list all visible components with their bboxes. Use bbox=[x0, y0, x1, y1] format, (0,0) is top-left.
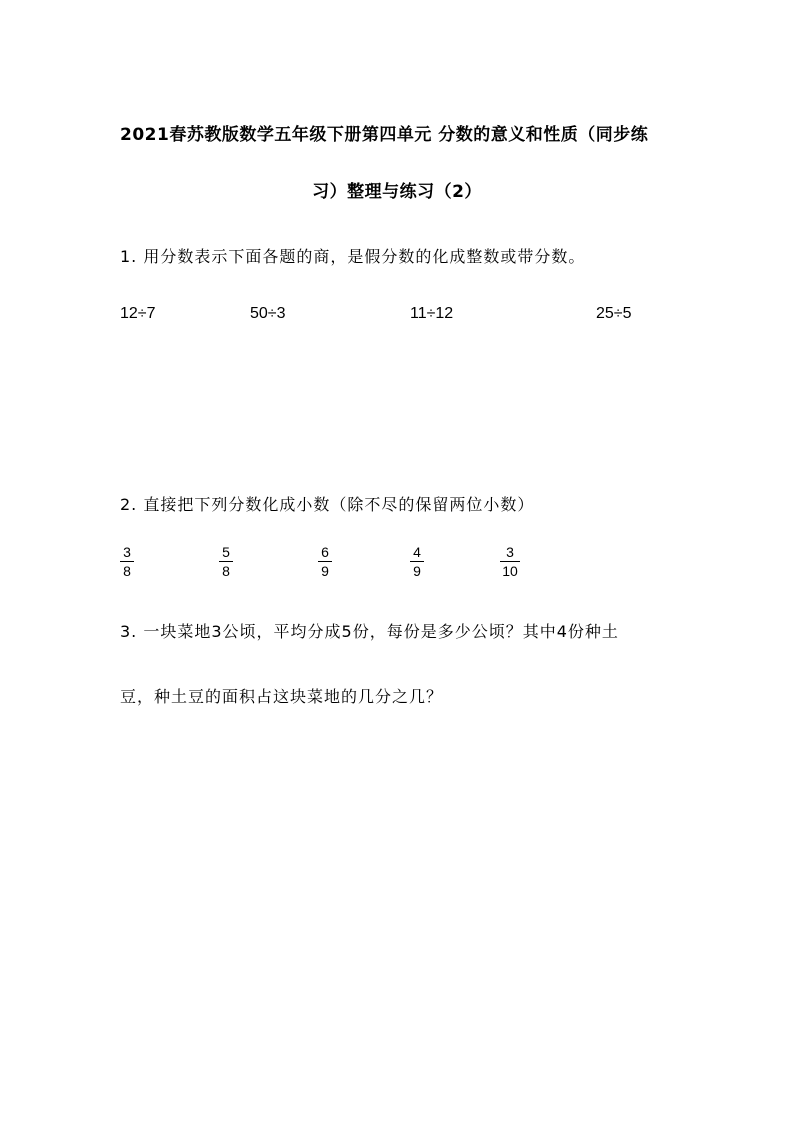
fraction-numerator: 6 bbox=[321, 544, 329, 560]
division-item: 25÷5 bbox=[596, 305, 632, 322]
fraction-denominator: 8 bbox=[123, 563, 131, 579]
division-item: 50÷3 bbox=[250, 305, 286, 322]
question-3-line-2: 豆，种土豆的面积占这块菜地的几分之几？ bbox=[120, 687, 444, 706]
division-item: 12÷7 bbox=[120, 305, 156, 322]
question-2-text: 2. 直接把下列分数化成小数（除不尽的保留两位小数） bbox=[120, 495, 535, 514]
fraction-bar bbox=[318, 561, 332, 562]
fraction-bar bbox=[500, 561, 520, 562]
question-1-text: 1. 用分数表示下面各题的商，是假分数的化成整数或带分数。 bbox=[120, 247, 586, 266]
question-3-line-1: 3. 一块菜地3公顷，平均分成5份，每份是多少公顷？其中4份种土 bbox=[120, 622, 619, 641]
fraction-denominator: 8 bbox=[222, 563, 230, 579]
fraction bbox=[500, 545, 520, 578]
fraction bbox=[120, 545, 134, 578]
fraction bbox=[219, 545, 233, 578]
document-title-line-2: 习）整理与练习（2） bbox=[312, 182, 482, 202]
fraction-numerator: 3 bbox=[123, 544, 131, 560]
fraction-bar bbox=[120, 561, 134, 562]
fraction-bar bbox=[410, 561, 424, 562]
fraction-denominator: 9 bbox=[413, 563, 421, 579]
fraction-bar bbox=[219, 561, 233, 562]
division-item: 11÷12 bbox=[410, 305, 454, 322]
fraction bbox=[410, 545, 424, 578]
fraction-numerator: 3 bbox=[506, 544, 514, 560]
fraction bbox=[318, 545, 332, 578]
fraction-denominator: 9 bbox=[321, 563, 329, 579]
fraction-numerator: 5 bbox=[222, 544, 230, 560]
fraction-numerator: 4 bbox=[413, 544, 421, 560]
fraction-denominator: 10 bbox=[502, 563, 518, 579]
document-title-line-1: 2021春苏教版数学五年级下册第四单元 分数的意义和性质（同步练 bbox=[120, 125, 649, 145]
